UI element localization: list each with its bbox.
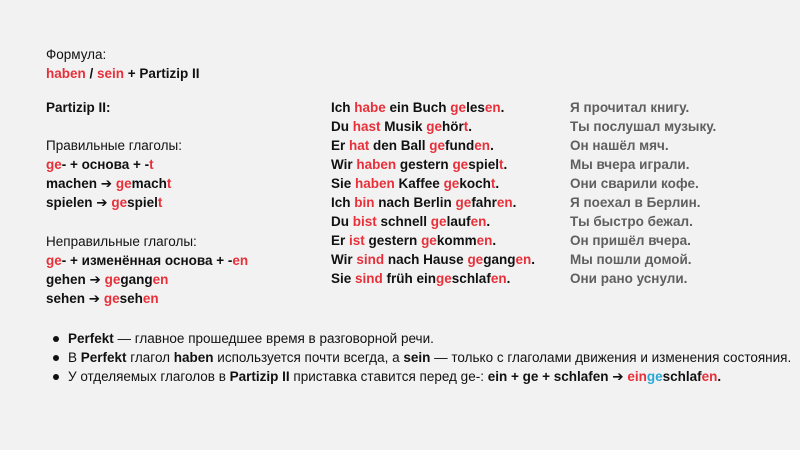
text-run: Ich (331, 100, 355, 115)
formula-rest: + Partizip II (124, 66, 200, 81)
text-run: gang (120, 272, 153, 287)
formula-slash: / (85, 66, 98, 81)
german-sentence (331, 269, 510, 288)
german-sentence (331, 174, 499, 193)
russian-translation: Они сварили кофе. (570, 176, 699, 191)
text-run: ein + ge + schlafen ➔ (487, 369, 628, 384)
text-run: . (500, 100, 505, 115)
german-sentence (331, 117, 472, 136)
text-run: Du (331, 214, 353, 229)
text-run: t (490, 176, 496, 191)
text-run: . (486, 214, 491, 229)
text-run: machen ➔ (46, 176, 116, 191)
text-run: В (68, 350, 81, 365)
text-run: . (531, 252, 535, 267)
german-sentence (331, 231, 496, 250)
text-run: . (490, 138, 494, 153)
text-run: ge (104, 272, 121, 287)
text-run: ge (115, 176, 132, 191)
text-run: en (484, 100, 501, 115)
german-sentence (331, 212, 490, 231)
note-item (68, 329, 798, 348)
text-run: en (470, 214, 487, 229)
russian-translation: Я поехал в Берлин. (570, 195, 701, 210)
formula-haben: haben (46, 66, 86, 81)
text-run: Ich (331, 195, 355, 210)
text-run: ge (429, 138, 446, 153)
text-run: Perfekt (68, 331, 114, 346)
text-run: ge (421, 233, 437, 248)
text-run: ge (430, 214, 447, 229)
text-run: . (506, 271, 511, 286)
text-run: hast (352, 119, 381, 134)
text-run: . (468, 119, 473, 134)
text-run: ge (467, 252, 484, 267)
irregular-title: Неправильные глаголы: (46, 234, 197, 249)
german-sentence (331, 98, 504, 117)
text-run: t (166, 176, 172, 191)
text-run: lauf (446, 214, 471, 229)
german-sentence (331, 193, 516, 212)
text-run: komm (436, 233, 477, 248)
formula-label: Формула: (46, 47, 107, 62)
text-run: hat (349, 138, 370, 153)
text-run: t (149, 157, 154, 172)
text-run: les (466, 100, 485, 115)
text-run: ein Buch (385, 100, 451, 115)
text-run: mach (131, 176, 167, 191)
text-run: ein (627, 369, 647, 384)
text-run: ge (103, 291, 120, 306)
text-run: sind (355, 271, 383, 286)
text-run: en (476, 233, 493, 248)
russian-translation: Ты быстро бежал. (570, 214, 693, 229)
text-run: fund (445, 138, 475, 153)
text-run: ge (111, 195, 128, 210)
russian-translation: Ты послушал музыку. (570, 119, 717, 134)
text-run: . (495, 176, 500, 191)
text-run: У отделяемых глаголов в (68, 369, 230, 384)
text-run: schlaf (662, 369, 702, 384)
note-item (68, 348, 798, 367)
partizip-title: Partizip II: (46, 100, 111, 115)
text-run: . (492, 233, 497, 248)
text-run: Du (331, 119, 353, 134)
text-run: spiel (127, 195, 158, 210)
text-run: nach Berlin (374, 195, 456, 210)
text-run: habe (354, 100, 386, 115)
text-run: — главное прошедшее время в разговорной речи. (113, 331, 434, 346)
text-run: sind (356, 252, 385, 267)
text-run: spiel (468, 157, 499, 172)
text-run: t (157, 195, 163, 210)
text-run: gang (483, 252, 516, 267)
text-run: ge (443, 176, 460, 191)
text-run: Sie (331, 176, 356, 191)
text-run: en (474, 138, 491, 153)
text-run: ge (46, 157, 62, 172)
note-item (68, 367, 798, 386)
text-run: Musik (380, 119, 427, 134)
text-run: . (512, 195, 517, 210)
text-run: fahr (471, 195, 497, 210)
regular-example-machen (46, 174, 171, 193)
text-run: ge (452, 157, 469, 172)
text-run: ge (646, 369, 663, 384)
russian-translation: Он нашёл мяч. (570, 138, 669, 153)
text-run: Kaffee (394, 176, 444, 191)
text-run: Wir (331, 252, 357, 267)
text-run: ist (349, 233, 365, 248)
text-run: ge (450, 100, 467, 115)
irregular-example-gehen (46, 270, 168, 289)
text-run: en (152, 272, 169, 287)
text-run: t (498, 157, 504, 172)
text-run: seh (119, 291, 143, 306)
irregular-pattern (46, 251, 248, 270)
text-run: ge (46, 253, 62, 268)
text-run: gestern (364, 233, 422, 248)
text-run: en (232, 253, 249, 268)
text-run: sehen ➔ (46, 291, 104, 306)
text-run: hör (442, 119, 464, 134)
irregular-example-sehen (46, 289, 159, 308)
russian-translation: Я прочитал книгу. (570, 100, 690, 115)
text-run: глагол (126, 350, 174, 365)
text-run: - + изменённая основа + - (61, 253, 233, 268)
german-sentence (331, 155, 507, 174)
german-sentence (331, 250, 535, 269)
text-run: schlaf (451, 271, 491, 286)
text-run: koch (459, 176, 491, 191)
text-run: schnell (376, 214, 431, 229)
text-run: Sie (331, 271, 356, 286)
text-run: ge (436, 271, 452, 286)
text-run: — только с глаголами движения и изменения состояния. (430, 350, 792, 365)
russian-translation: Мы пошли домой. (570, 252, 692, 267)
text-run: . (503, 157, 508, 172)
text-run: en (142, 291, 159, 306)
text-run: nach Hause (384, 252, 468, 267)
formula (46, 64, 199, 83)
text-run: Perfekt (80, 350, 127, 365)
russian-translation: Он пришёл вчера. (570, 233, 691, 248)
text-run: приставка ставится перед ge-: (289, 369, 488, 384)
text-run: en (515, 252, 532, 267)
regular-pattern (46, 155, 154, 174)
text-run: . (717, 369, 722, 384)
text-run: haben (173, 350, 214, 365)
text-run: früh ein (382, 271, 437, 286)
text-run: haben (355, 176, 395, 191)
regular-example-spielen (46, 193, 162, 212)
text-run: - + основа + - (61, 157, 150, 172)
text-run: haben (356, 157, 397, 172)
text-run: bin (354, 195, 375, 210)
notes-list (48, 329, 798, 386)
text-run: spielen ➔ (46, 195, 112, 210)
text-run: den Ball (369, 138, 430, 153)
text-run: sein (403, 350, 431, 365)
regular-title: Правильные глаголы: (46, 138, 182, 153)
russian-translation: Мы вчера играли. (570, 157, 690, 172)
text-run: gestern (396, 157, 453, 172)
text-run: en (496, 195, 513, 210)
text-run: Partizip II (229, 369, 290, 384)
text-run: t (463, 119, 469, 134)
text-run: bist (352, 214, 377, 229)
text-run: Wir (331, 157, 357, 172)
russian-translation: Они рано уснули. (570, 271, 688, 286)
formula-sein: sein (97, 66, 125, 81)
text-run: en (701, 369, 718, 384)
text-run: используется почти всегда, а (213, 350, 404, 365)
text-run: en (490, 271, 507, 286)
german-sentence (331, 136, 494, 155)
text-run: ge (426, 119, 443, 134)
text-run: ge (455, 195, 472, 210)
text-run: Er (331, 138, 350, 153)
text-run: Er (331, 233, 350, 248)
text-run: gehen ➔ (46, 272, 105, 287)
